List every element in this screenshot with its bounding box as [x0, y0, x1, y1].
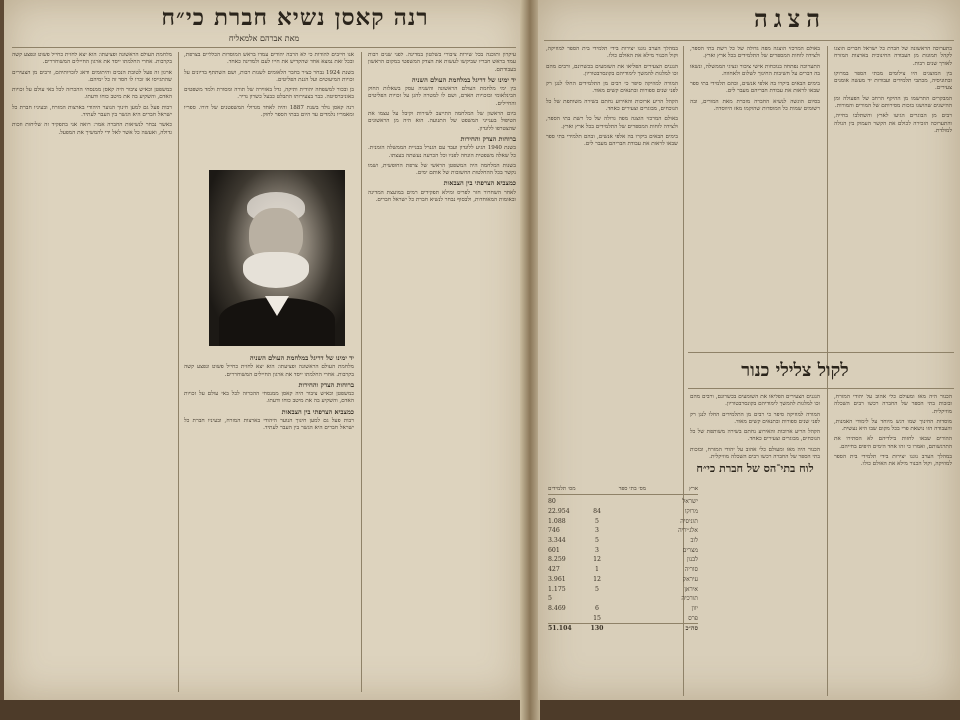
table-row [548, 584, 698, 594]
table-cell-amount: 1.175 [548, 585, 566, 593]
table-cell-amount: 51.104 [548, 625, 572, 633]
paragraph: ביום הראשון של המלחמה התייצב לשירות וקיבל על עצמו את הטיפול בענייני המשפט של התנועה. הוא היה מן הראשונים שהצטרפו ללונדון. [368, 111, 516, 132]
table-cell-label: לוב [690, 537, 698, 545]
headline-rule [544, 40, 954, 41]
exhibition-headline: הצגה [753, 4, 827, 33]
paragraph: המבקרים התרשמו מן ההיקף הרחב של הפעולה ומן ההישגים שהושגו בזכות מסירותם של המורים והמורות. [834, 95, 952, 110]
paragraph: כמשפטן וכאיש ציבור היה קאסן ממנסחי ההכרזה לכל באי עולם על זכויות האדם, והשקיע בה את מיטב כוחו ודעתו. [12, 87, 172, 101]
article-column-right [368, 52, 516, 692]
paragraph: הנגנים הצעירים הפליאו את השומעים בכשרונם, ורבים מהם זכו למלגות להמשך לימודיהם בקונסרבטוריון. [546, 63, 678, 77]
table-cell-count: 6 [595, 604, 599, 612]
table-row [548, 507, 698, 517]
table-cell-count: 3 [595, 546, 599, 554]
paragraph: באולם המרכזי הוצגה מפה גדולה של כל רשת בתי הספר, ולצידה לוחות המספרים של התלמידים בכל ארץ וארץ. [546, 116, 678, 130]
paragraph: המורה למוזיקה סיפר כי רבים מן התלמידים החלו לנגן רק לפני שנים ספורות ובתנאים קשים מאוד. [690, 411, 820, 425]
paragraph: המורה למוזיקה סיפר כי רבים מן התלמידים החלו לנגן רק לפני שנים ספורות ובתנאים קשים מאוד. [546, 81, 678, 95]
table-cell-amount: 8.469 [548, 604, 566, 612]
paper-fold [520, 0, 540, 720]
byline: מאת אברהם אלמאליח [228, 34, 300, 43]
table-cell-count: 12 [593, 575, 601, 583]
table-cell-label: סוריה [684, 566, 698, 574]
paragraph: רבות פעל גם למען חינוך הנוער היהודי בארצות המזרח, ובעיניו חברת כל ישראל חברים היא הגשר בין העבר לעתיד. [12, 104, 172, 119]
budget-table-title: לוח בתי־הס של חברת כי״ח [696, 462, 814, 475]
table-row [548, 536, 698, 546]
table-cell-amount: 5 [548, 595, 552, 603]
paragraph: בסיום הוגשה לנשיא החברה מזכרת מאת המורים, ובה רשומים שמות כל המוסדות שהוקמו מאז היווסדה. [690, 98, 820, 113]
subheading: ברוחות הצדק והחירות [298, 380, 354, 389]
section-rule [688, 352, 954, 353]
paragraph: מלחמת העולם הראשונה ופציעתו: הוא יצא לחזית כחייל פשוט ונפצע קשה בקרבות. אחרי החלמתו ייסד את ארגון החיילים המשוחררים. [184, 364, 354, 378]
paragraph: אנו חייבים להודות כי לא הרבה יהודים עמדו בראש המוסדות הכלליים בצרפת, ובכל זאת נמצא אחד שהקדיש את חייו לעם ולמדינה כאחד. [184, 52, 354, 66]
paragraph: בשנות המלחמה היה המשפטן הראשי של צרפת החופשית, ושמו נקשר בכל ההחלטות החשובות של אותם ימים. [368, 162, 516, 177]
table-row [548, 575, 698, 585]
table-cell-label: מצרים [682, 546, 698, 554]
paragraph: רבים מן הבוגרים הגיעו לארץ והשתלבו בחייה, והתערוכה הזכירה לכולם את הקשר העמוק בין הגולה למולדת. [834, 113, 952, 134]
table-cell-label: לבנון [686, 556, 698, 564]
section-rule [688, 388, 954, 389]
paragraph: באולם המרכזי הוצגה מפה גדולה של כל רשת בתי הספר, ולצידה לוחות המספרים של התלמידים בכל ארץ וארץ. [690, 46, 820, 60]
paragraph: הכנור היה מאז ומעולם כלי אהוב על יהודי המזרח, ובזכות בתי הספר של החברה רכשו רבים השכלה מוזיקלית. [834, 394, 952, 415]
table-cell-amount: 3.344 [548, 537, 566, 545]
paragraph: הכנור היה מאז ומעולם כלי אהוב על יהודי המזרח, ובזכות בתי הספר של החברה רכשו רבים השכלה מוזיקלית. [690, 446, 820, 461]
table-cell-label: פרס [688, 614, 698, 622]
budget-table [548, 486, 698, 634]
paragraph: בימים הבאים ביקרו בה אלפי אנשים, ובהם תלמידי בתי ספר שבאו לראות את עבודת חבריהם מעבר לים. [546, 133, 678, 148]
table-cell-count: 3 [595, 527, 599, 535]
article-column-c [546, 46, 678, 446]
paragraph: בין המוצגים היו צילומים מבתי הספר במרוקו ובתוניסיה, מכתבי תלמידים ועבודות יד מעשה אומנים צעירים. [834, 70, 952, 92]
table-cell-label: תוניסיה [680, 517, 698, 525]
table-cell-amount: 601 [548, 546, 560, 554]
left-newspaper-page [4, 0, 524, 700]
right-newspaper-page [538, 0, 960, 700]
paragraph: כמשפטן וכאיש ציבור היה קאסן ממנסחי ההכרזה לכל באי עולם על זכויות האדם, והשקיע בה את מיטב כוחו ודעתו. [184, 391, 354, 405]
subheading: ברוחות הצדק והחירות [460, 134, 516, 143]
table-cell-count: 12 [593, 556, 601, 564]
paragraph: במהלך הערב נוגנו יצירות בידי תלמידי בית הספר למוזיקה, וקול הכנור מילא את האולם כולו. [546, 46, 678, 60]
paragraph: ההורים שבאו לחזות בילדיהם לא הסתירו את התרגשותם, ואמרו כי זהו אחד הימים היפים בחייהם. [834, 436, 952, 450]
table-cell-label: יוון [691, 604, 698, 612]
paragraph: בשנת 1940 הגיע ללונדון ועבד עם הגנרל בבניית הממשלה הזמנית. כל שאלה משפטית הונחה לפניו וכל הכרעה נעשתה בעצתו. [368, 145, 516, 159]
headline-rule [12, 47, 516, 48]
table-cell-label: עיראק [682, 575, 698, 583]
table-row [548, 565, 698, 575]
article-column-d [834, 394, 952, 694]
table-row [548, 604, 698, 614]
paragraph: הקהל הריע ארוכות והאירוע נחתם בשירה משותפת של כל הנוכחים, מבוגרים וצעירים כאחד. [546, 98, 678, 113]
table-cell-count: 1 [595, 566, 599, 574]
table-cell-amount: 427 [548, 566, 560, 574]
paragraph: עיקרון ותוכנה בכל שירות ציבורי בשלטון במדינה. לפני שנים רבות עמד בראש חבריו שביקשו לעשות את הצדק המשפטי במקום הראשון בעבודתם. [368, 52, 516, 73]
paragraph: מלחמת העולם הראשונה ופציעתו: הוא יצא לחזית כחייל פשוט ונפצע קשה בקרבות. אחרי החלמתו ייסד את ארגון החיילים המשוחררים. [12, 52, 172, 66]
paragraph: במהלך הערב נוגנו יצירות בידי תלמידי בית הספר למוזיקה, וקול הכנור מילא את האולם כולו. [834, 454, 952, 468]
table-row [548, 613, 698, 623]
subheading: כמצביא הצרפתי בין הצבאות [281, 407, 354, 416]
paragraph: לאחר השחרור חזר לפריס ומילא תפקידים רמים במועצת המדינה ובאומות המאוחדות, ולבסוף נבחר לנשיא חברת כל ישראל חברים. [368, 189, 516, 204]
table-cell-amount: 80 [548, 498, 556, 506]
subheading: כמצביא הצרפתי בין הצבאות [443, 179, 516, 188]
table-row [548, 555, 698, 565]
header-cell: מס׳ בתי ספר [618, 486, 647, 492]
paragraph: ארגון זה פעל לטובת הנכים והיתומים ודאג לזכויותיהם, ורבים מן הצעירים שהתגייסו אז זכרו לו חסד זה כל ימיהם. [12, 69, 172, 83]
article-column-left [12, 52, 172, 692]
paragraph: הנגנים הצעירים הפליאו את השומעים בכשרונם, ורבים מהם זכו למלגות להמשך לימודיהם בקונסרבטוריון. [690, 394, 820, 408]
paragraph: הקהל הריע ארוכות והאירוע נחתם בשירה משותפת של כל הנוכחים, מבוגרים וצעירים כאחד. [690, 429, 820, 443]
violin-headline: לקול צלילי כנור [741, 360, 849, 381]
table-cell-count: 15 [593, 614, 601, 622]
article-column-b [690, 46, 820, 346]
table-cell-amount: 22.954 [548, 508, 570, 516]
table-cell-amount: 3.961 [548, 575, 566, 583]
table-row [548, 623, 698, 634]
paragraph: כאשר נבחר לנשיאות החברה אמר: רואה אני בתפקיד זה שליחות וזכות גדולה, ואעשה כל אשר לאל ידי להמשיך את המפעל. [12, 122, 172, 136]
table-cell-count: 130 [590, 625, 604, 633]
article-column-middle [184, 52, 354, 162]
paragraph: בימים הבאים ביקרו בה אלפי אנשים, ובהם תלמידי בתי ספר שבאו לראות את עבודת חבריהם מעבר לים. [690, 81, 820, 95]
table-cell-label: תורכיה [681, 595, 698, 603]
paragraph: בין ימי מלחמת העולם הראשונה והשניה עסק בשאלות החוק הבינלאומי ובזכויות האדם, ושם לו למטרה להגן על זכויות הפליטים והחיילים. [368, 86, 516, 107]
table-cell-amount: 1.088 [548, 517, 566, 525]
portrait-photo [209, 170, 345, 346]
table-cell-label: סה״כ [685, 625, 698, 633]
article-column-middle-lower [184, 352, 354, 692]
table-row [548, 516, 698, 526]
subheading: יד ימינו של דריגל במלחמת העולם השניה [411, 75, 516, 84]
main-headline: רנה קאסן נשיא חברת כי״ח [161, 4, 429, 31]
column-divider [178, 52, 179, 692]
table-cell-amount: 746 [548, 527, 560, 535]
table-row [548, 526, 698, 536]
table-row [548, 594, 698, 604]
paragraph: רנה קאסן נולד בשנת 1887 והיה לאחד מגדולי המשפטנים של דורו. ספריו ומאמריו נלמדים עד היום בבתי הספר לחוק. [184, 104, 354, 119]
column-divider [361, 52, 362, 692]
table-cell-count: 5 [595, 517, 599, 525]
table-cell-label: מרוקו [684, 508, 698, 516]
table-row [548, 497, 698, 507]
subheading: יד ימינו של דריגל במלחמת העולם השניה [249, 354, 354, 362]
table-cell-count: 5 [595, 585, 599, 593]
paragraph: מוסדות החינוך שמו דגש מיוחד על לימודי האמנות, והעבודה הזו נושאת פרי בכל מקום שבו היא נעשית. [834, 418, 952, 433]
header-cell: מס׳ תלמידים [548, 486, 576, 492]
paragraph: בשנת 1924 נבחר כציר בחבר הלאומים לשנות רבות, ושם השתתף בדיונים על זכויות המיעוטים ועל הגנת הפליטים. [184, 69, 354, 83]
table-cell-label: ישראל [682, 498, 698, 506]
table-row [548, 545, 698, 555]
table-cell-label: אלג׳יריה [678, 527, 698, 535]
table-cell-label: איראן [684, 585, 698, 593]
article-column-a [834, 46, 952, 346]
paragraph: התערוכה נפתחה בנוכחות אישי ציבור ונציגי הממשלה, ונשאו בה דברים על חשיבות החינוך לשלום ולאחווה. [690, 63, 820, 77]
paragraph: רבות פעל גם למען חינוך הנוער היהודי בארצות המזרח, ובעיניו חברת כל ישראל חברים היא הגשר בין העבר לעתיד. [184, 418, 354, 432]
article-column-e [690, 394, 820, 694]
table-cell-count: 84 [593, 508, 601, 516]
table-surface [0, 700, 960, 720]
header-cell: ארץ [689, 486, 698, 492]
table-cell-count: 5 [595, 537, 599, 545]
budget-table-header [548, 486, 698, 495]
paragraph: בתערוכה הראשונה של חברת כל ישראל חברים הוצגו לקהל תמונות מן העבודה החינוכית בארצות המזרח לאורך שנים רבות. [834, 46, 952, 67]
table-cell-amount: 8.259 [548, 556, 566, 564]
paragraph: בן ובכור למשפחה יהודית ותיקה, גדל באווירה של תורה ומסורת ולמד משפטים באוניברסיטה. כבר בצעירותו התבלט כבעל כשרון נדיר. [184, 87, 354, 101]
